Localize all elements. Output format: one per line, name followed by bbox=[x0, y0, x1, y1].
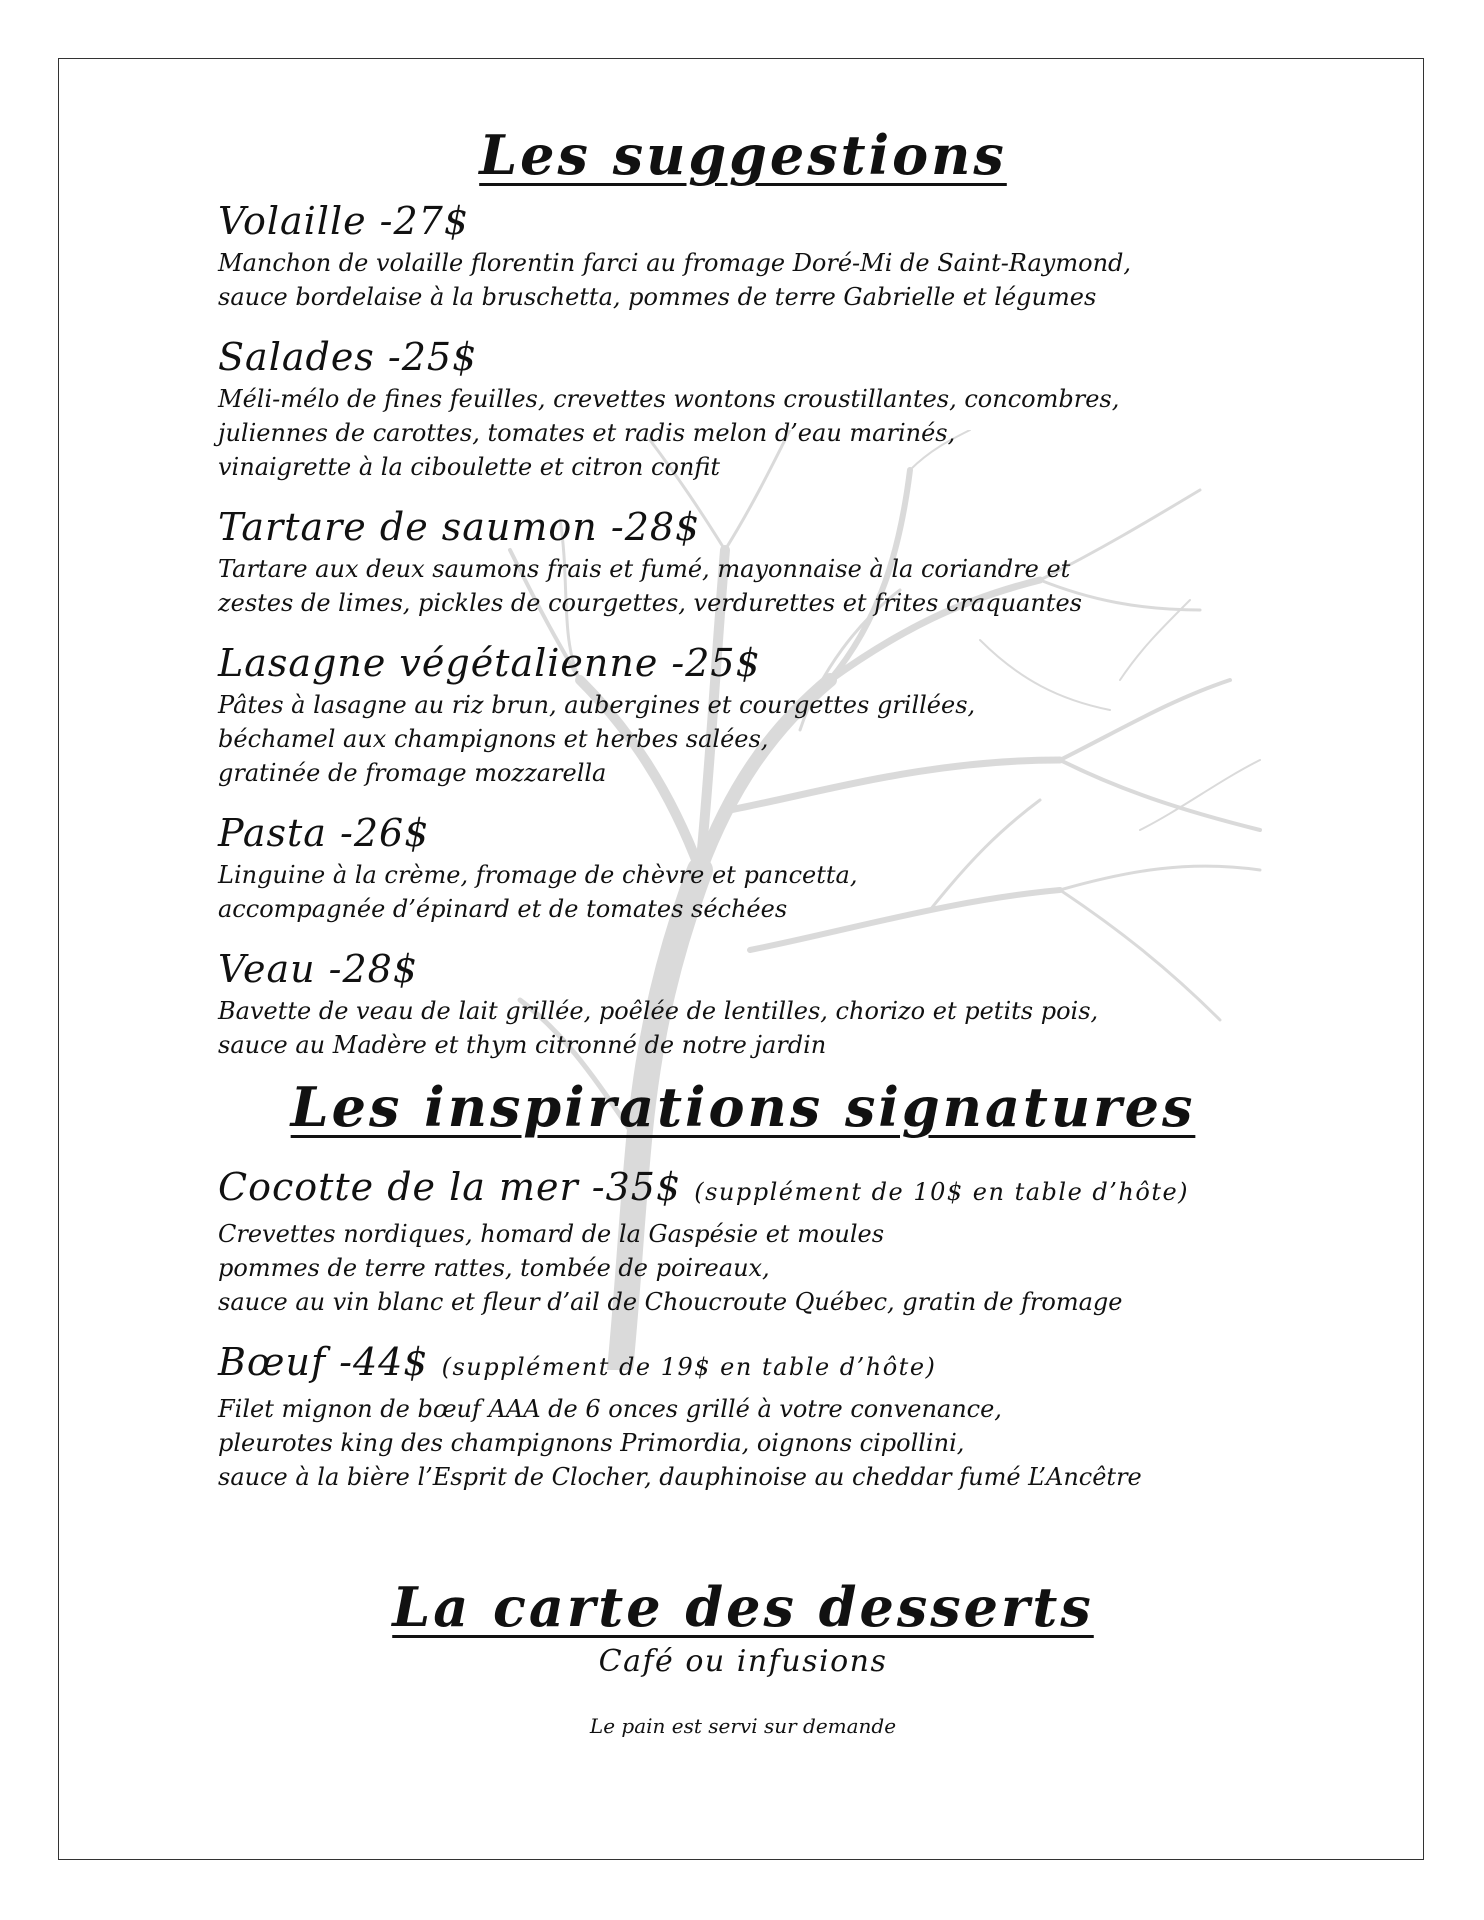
desserts-tagline: Café ou infusions bbox=[598, 1644, 888, 1679]
menu-item-title bbox=[218, 1337, 1268, 1392]
menu-item-description: Tartare aux deux saumons frais et fumé, mayonnaise à la coriandre et bbox=[218, 555, 1071, 583]
menu-item bbox=[218, 944, 1268, 1062]
section-title-desserts: La carte des desserts bbox=[392, 1575, 1094, 1639]
menu-item bbox=[218, 196, 1268, 314]
bread-note: Le pain est servi sur demande bbox=[589, 1714, 897, 1738]
menu-item-description: juliennes de carottes, tomates et radis melon d’eau marinés, bbox=[218, 419, 956, 447]
menu-item bbox=[218, 638, 1268, 790]
menu-item bbox=[218, 1162, 1268, 1319]
section-title-suggestions: Les suggestions bbox=[479, 123, 1007, 187]
menu-item-title: Volaille -27$ bbox=[218, 199, 470, 243]
menu-item bbox=[218, 1337, 1268, 1494]
menu-item-title: Salades -25$ bbox=[218, 335, 478, 379]
menu-item-description: Méli-mélo de fines feuilles, crevettes wontons croustillantes, concombres, bbox=[218, 385, 1120, 413]
menu-item-description: pleurotes king des champignons Primordia, oignons cipollini, bbox=[218, 1429, 965, 1457]
menu-item-description: béchamel aux champignons et herbes salées, bbox=[218, 725, 769, 753]
menu-item-description: Bavette de veau de lait grillée, poêlée de lentilles, chorizo et petits pois, bbox=[218, 997, 1099, 1025]
menu-item bbox=[218, 502, 1268, 620]
menu-item-supplement: (supplément de 19$ en table d’hôte) bbox=[441, 1353, 937, 1381]
menu-item-description: sauce au Madère et thym citronné de notre jardin bbox=[218, 1031, 827, 1059]
menu-item-description: gratinée de fromage mozzarella bbox=[218, 759, 607, 787]
menu-content bbox=[218, 120, 1268, 1740]
menu-item bbox=[218, 808, 1268, 926]
menu-item-title bbox=[218, 1162, 1268, 1217]
menu-item-description: Manchon de volaille florentin farci au fromage Doré-Mi de Saint-Raymond, bbox=[218, 249, 1132, 277]
menu-item-description: Pâtes à lasagne au riz brun, aubergines et courgettes grillées, bbox=[218, 691, 976, 719]
menu-item-title: Lasagne végétalienne -25$ bbox=[218, 641, 761, 685]
menu-item-description: sauce au vin blanc et fleur d’ail de Choucroute Québec, gratin de fromage bbox=[218, 1288, 1123, 1316]
menu-item-description: Crevettes nordiques, homard de la Gaspésie et moules bbox=[218, 1220, 885, 1248]
menu-item bbox=[218, 332, 1268, 484]
menu-item-description: sauce bordelaise à la bruschetta, pommes de terre Gabrielle et légumes bbox=[218, 283, 1097, 311]
menu-item-description: Filet mignon de bœuf AAA de 6 onces grillé à votre convenance, bbox=[218, 1395, 1002, 1423]
menu-item-description: sauce à la bière l’Esprit de Clocher, dauphinoise au cheddar fumé L’Ancêtre bbox=[218, 1463, 1142, 1491]
section-title-signatures: Les inspirations signatures bbox=[290, 1075, 1196, 1139]
menu-item-description: accompagnée d’épinard et de tomates séchées bbox=[218, 895, 788, 923]
menu-item-title: Veau -28$ bbox=[218, 947, 419, 991]
menu-item-description: vinaigrette à la ciboulette et citron confit bbox=[218, 453, 721, 481]
menu-item-description: pommes de terre rattes, tombée de poireaux, bbox=[218, 1254, 770, 1282]
menu-item-title: Tartare de saumon -28$ bbox=[218, 505, 701, 549]
menu-item-supplement: (supplément de 10$ en table d’hôte) bbox=[694, 1178, 1190, 1206]
menu-item-title: Pasta -26$ bbox=[218, 811, 430, 855]
menu-item-description: zestes de limes, pickles de courgettes, verdurettes et frites craquantes bbox=[218, 589, 1082, 617]
menu-item-name: Cocotte de la mer -35$ bbox=[218, 1165, 682, 1209]
menu-item-description: Linguine à la crème, fromage de chèvre et pancetta, bbox=[218, 861, 858, 889]
menu-item-name: Bœuf -44$ bbox=[218, 1340, 429, 1384]
